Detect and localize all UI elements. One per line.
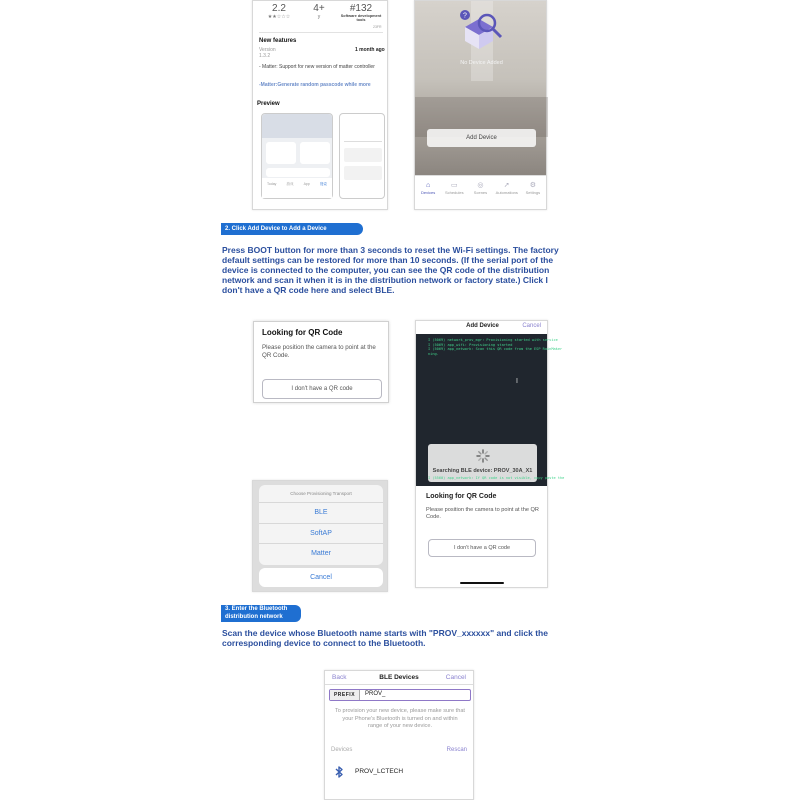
tab-devices[interactable] — [417, 182, 439, 209]
version-label: Version — [259, 47, 276, 53]
tab-automations-label: Automations — [495, 190, 518, 195]
ble-title: BLE Devices — [379, 674, 419, 681]
log-line: ning. — [428, 351, 439, 356]
back-button[interactable]: Back — [332, 674, 347, 681]
home-indicator — [460, 582, 504, 584]
tab-settings-label: Settings — [525, 190, 541, 195]
transport-option-ble[interactable]: BLE — [259, 502, 383, 523]
add-device-screenshot — [415, 320, 565, 588]
step-3-banner-line-1: 3. Enter the Bluetooth — [225, 606, 288, 612]
rescan-button[interactable]: Rescan — [446, 747, 467, 753]
no-qr-code-button[interactable]: I don't have a QR code — [262, 379, 382, 399]
rank-category: Software development tools — [340, 14, 382, 22]
app-store-screenshot — [252, 0, 388, 210]
add-device-title: Add Device — [466, 323, 499, 329]
add-device-button[interactable]: Add Device — [427, 129, 536, 147]
home-app-screenshot — [414, 0, 547, 210]
home-icon: ⌂ — [425, 182, 431, 189]
qr-code-card — [253, 321, 389, 403]
new-features-title: New features — [259, 38, 297, 44]
cube-search-icon — [457, 9, 507, 49]
spinner-icon — [476, 449, 490, 463]
rating-value: 2.2 — [272, 3, 286, 14]
tab-automations[interactable] — [496, 182, 518, 209]
scan-card-body: Please position the camera to point at the QR Code. — [426, 507, 539, 520]
step-2-instructions: Press BOOT button for more than 3 seconds to reset the Wi-Fi settings. The factory default settings can be restored for more than 10 seconds. (If the serial port of the device is connected to the computer, you can see the QR code of the distribution network and scan it when it is in the distribution network or factory state.) Click I don't have a QR code here and select BLE. — [222, 245, 559, 295]
device-name: PROV_LCTECH — [355, 768, 404, 775]
age-value: 4+ — [313, 3, 325, 14]
preview-tab-apps: App — [303, 182, 310, 186]
bluetooth-icon — [333, 765, 345, 779]
ble-cancel-button[interactable]: Cancel — [445, 674, 466, 681]
preview-tab-today: Today — [267, 182, 277, 186]
release-age: 1 month ago — [355, 47, 385, 53]
log-line: I (5069) app_network: Scan this QR code from the ESP RainMaker — [428, 347, 563, 352]
gear-icon: ⚙ — [529, 182, 536, 189]
preview-title: Preview — [257, 101, 280, 107]
ble-devices-screenshot — [324, 670, 474, 800]
bottom-tab-bar — [415, 175, 546, 209]
size-note: 23FR — [373, 25, 382, 29]
transport-option-matter[interactable]: Matter — [259, 543, 383, 564]
ble-nav-bar — [325, 671, 473, 685]
tab-devices-label: Devices — [420, 190, 436, 195]
qr-card-title: Looking for QR Code — [262, 328, 343, 337]
age-sub: y — [317, 14, 321, 20]
preview-image-2 — [339, 113, 385, 199]
rank-value: #132 — [349, 3, 373, 14]
preview-tab-games: 游戏 — [286, 182, 294, 186]
scan-card-title: Looking for QR Code — [426, 493, 497, 500]
add-device-cancel[interactable]: Cancel — [522, 323, 541, 329]
rating-stars: ★★☆☆☆ — [267, 14, 291, 20]
calendar-icon: ▭ — [450, 182, 458, 189]
age-stat — [299, 3, 339, 20]
no-qr-code-button-2[interactable]: I don't have a QR code — [428, 539, 536, 557]
qr-card-body: Please position the camera to point at the QR Code. — [262, 344, 376, 359]
prefix-field[interactable] — [329, 689, 471, 701]
ble-instructions: To provision your new device, please make sure that your Phone's Bluetooth is turned on and within range of your new device. — [335, 708, 465, 729]
tab-scenes[interactable] — [469, 182, 491, 209]
step-3-banner — [221, 605, 301, 622]
preview-tab-search: 搜索 — [319, 182, 327, 186]
step-2-banner: 2. Click Add Device to Add a Device — [221, 223, 363, 235]
svg-text:?: ? — [463, 12, 467, 20]
transport-sheet-title: Choose Provisioning Transport — [290, 491, 352, 496]
empty-state-text: No Device Added — [460, 60, 503, 66]
tab-settings[interactable] — [522, 182, 544, 209]
tab-schedules[interactable] — [443, 182, 465, 209]
transport-option-softap[interactable]: SoftAP — [259, 523, 383, 544]
feature-line-2: -Matter:Generate random passcode while more — [259, 82, 371, 88]
feature-line-1: - Matter: Support for new version of matter controller — [259, 64, 375, 70]
log-line: I (5069) network_prov_mgr: Provisioning started with service — [428, 338, 558, 342]
rating-stat — [259, 3, 299, 20]
log-line: I (5069) app_wifi: Provisioning started — [428, 342, 513, 347]
step-3-instructions: Scan the device whose Bluetooth name starts with "PROV_xxxxxx" and click the corresponding device to connect to the Bluetooth. — [222, 628, 548, 648]
tab-scenes-label: Scenes — [473, 190, 488, 195]
step-3-banner-line-2: distribution network — [225, 613, 283, 620]
device-row[interactable] — [329, 763, 471, 783]
prefix-label: PREFIX — [330, 690, 360, 700]
log-line-bottom: I (5560) app_network: If QR code is not visible, copy paste the — [428, 476, 565, 480]
preview-image-1 — [261, 113, 333, 199]
transport-sheet-screenshot — [252, 480, 388, 592]
transport-action-sheet — [259, 485, 383, 565]
searching-text: Searching BLE device: PROV_30A_X1 — [432, 468, 533, 474]
devices-label: Devices — [331, 747, 353, 753]
scene-icon: ◎ — [477, 182, 484, 189]
transport-cancel-button[interactable]: Cancel — [259, 568, 383, 587]
arrow-icon: ➚ — [503, 182, 510, 189]
text-cursor-icon: I — [516, 378, 518, 385]
tab-schedules-label: Schedules — [444, 190, 464, 195]
camera-terminal-view — [416, 334, 565, 486]
rank-stat — [337, 3, 385, 22]
prefix-value: PROV_ — [365, 691, 386, 697]
version-number: 1.3.2 — [259, 53, 271, 59]
